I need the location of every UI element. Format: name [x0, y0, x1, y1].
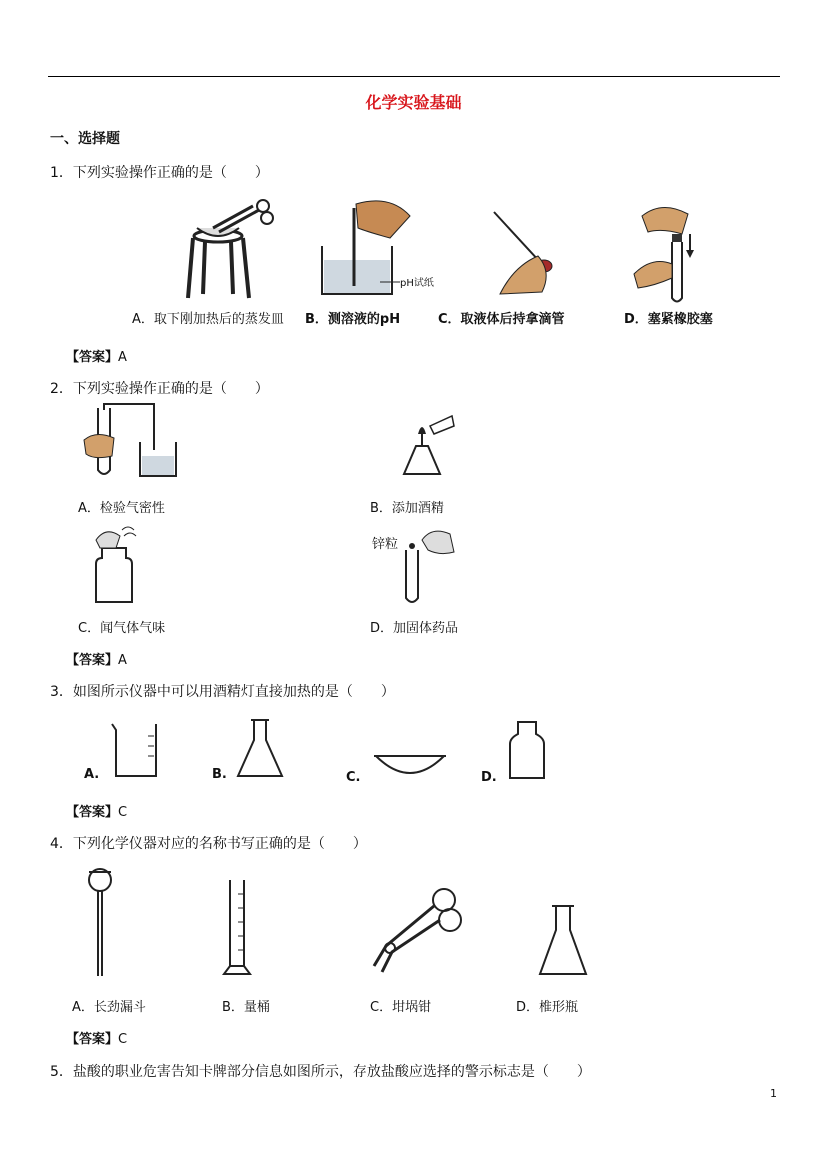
zinc-granule-label: 锌粒 — [372, 537, 399, 552]
q3-option-d: D. — [481, 770, 497, 785]
question-4-stem: 4．下列化学仪器对应的名称书写正确的是（ ） — [50, 836, 367, 852]
airtightness-check-figure — [84, 404, 184, 480]
q2-option-c: C．闻气体气味 — [78, 621, 166, 636]
evaporating-dish-figure — [372, 750, 448, 784]
erlenmeyer-flask-figure — [538, 904, 588, 976]
ph-test-figure — [320, 198, 434, 298]
dropper-holding-figure — [480, 206, 570, 296]
question-1-stem: 1．下列实验操作正确的是（ ） — [50, 165, 269, 181]
q3-option-b: B. — [212, 767, 227, 782]
question-3-stem: 3．如图所示仪器中可以用酒精灯直接加热的是（ ） — [50, 684, 395, 700]
q2-option-b: B．添加酒精 — [370, 501, 444, 516]
add-solid-figure — [400, 526, 460, 604]
q4-option-d: D．椎形瓶 — [516, 1000, 579, 1015]
q1-option-d: D．塞紧橡胶塞 — [624, 312, 713, 327]
q1-option-a: A．取下刚加热后的蒸发皿 — [132, 312, 284, 327]
section-heading: 一、选择题 — [50, 131, 120, 147]
ph-paper-label: pH试纸 — [400, 278, 434, 289]
question-2-stem: 2．下列实验操作正确的是（ ） — [50, 381, 269, 397]
q3-answer: 【答案】C — [66, 805, 128, 820]
question-5-stem: 5．盐酸的职业危害告知卡牌部分信息如图所示，存放盐酸应选择的警示标志是（ ） — [50, 1064, 591, 1080]
alcohol-lamp-refill-figure — [390, 414, 460, 482]
q2-option-a: A．检验气密性 — [78, 501, 165, 516]
q2-option-d: D．加固体药品 — [370, 621, 459, 636]
long-neck-funnel-figure — [86, 866, 116, 978]
q4-option-b: B．量桶 — [222, 1000, 270, 1015]
page-title: 化学实验基础 — [365, 93, 462, 112]
q4-answer: 【答案】C — [66, 1032, 128, 1047]
q3-option-c: C. — [346, 770, 361, 785]
conical-flask-figure — [236, 718, 284, 780]
graduated-cylinder-figure — [222, 878, 252, 978]
q2-answer: 【答案】A — [66, 653, 127, 668]
beaker-figure — [108, 722, 160, 780]
reagent-bottle-figure — [506, 720, 548, 782]
q1-option-b: B．测溶液的pH — [305, 312, 401, 327]
rubber-stopper-figure — [632, 204, 712, 306]
smell-gas-figure — [86, 520, 146, 604]
header-rule — [48, 76, 780, 77]
q4-option-a: A．长劲漏斗 — [72, 1000, 146, 1015]
page-number: 1 — [770, 1087, 777, 1100]
q1-answer: 【答案】A — [66, 350, 127, 365]
crucible-tongs-figure — [366, 886, 462, 976]
evaporating-dish-tongs-figure — [175, 198, 275, 310]
q1-option-c: C．取液体后持拿滴管 — [438, 312, 565, 327]
q3-option-a: A. — [84, 767, 100, 782]
q4-option-c: C．坩埚钳 — [370, 1000, 432, 1015]
